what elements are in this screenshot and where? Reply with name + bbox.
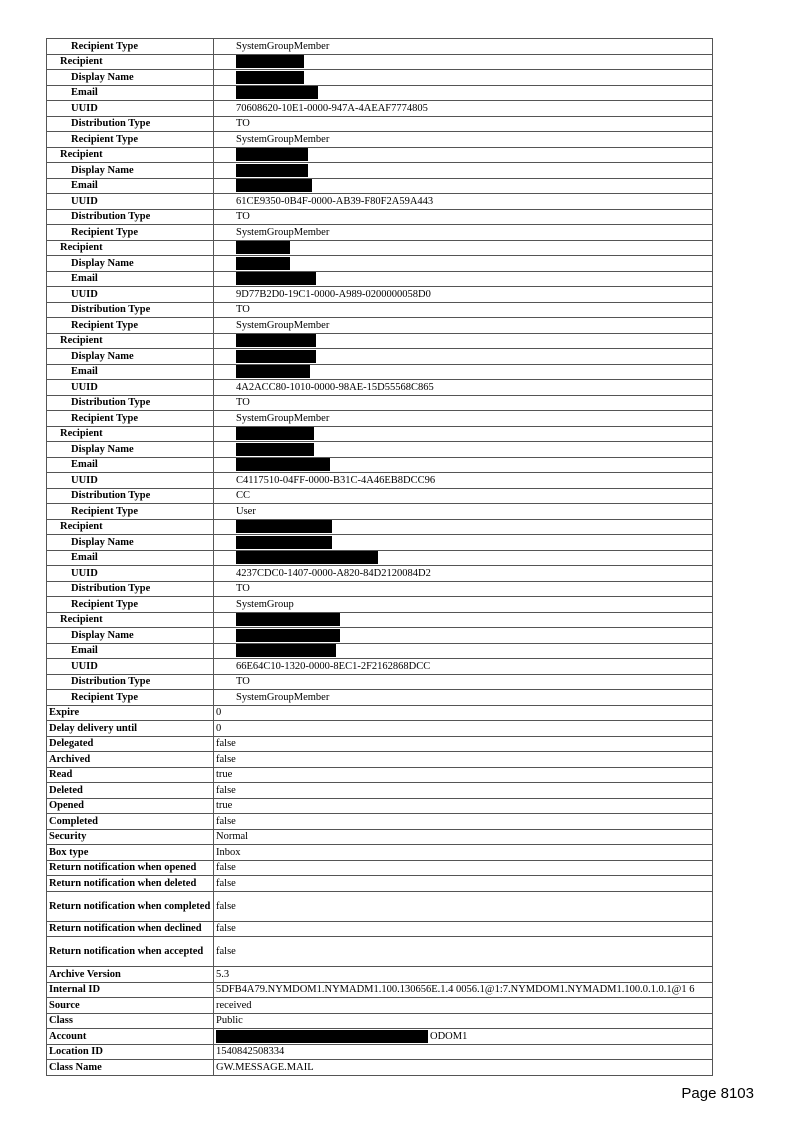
field-label: Class Name (47, 1060, 214, 1076)
field-value: false (216, 753, 236, 765)
field-value-cell (214, 442, 713, 458)
field-label: Recipient Type (47, 225, 214, 241)
field-label: Distribution Type (47, 581, 214, 597)
field-label: Source (47, 998, 214, 1014)
field-value-cell (214, 1044, 713, 1060)
table-row (47, 442, 713, 458)
table-row (47, 876, 713, 892)
field-value-cell (214, 860, 713, 876)
table-row (47, 380, 713, 396)
field-value: 4A2ACC80-1010-0000-98AE-15D55568C865 (236, 381, 434, 393)
table-row (47, 982, 713, 998)
field-label: Recipient Type (47, 690, 214, 706)
table-row (47, 302, 713, 318)
field-value: 1540842508334 (216, 1046, 285, 1058)
field-value: ODOM1 (430, 1030, 468, 1042)
table-row (47, 736, 713, 752)
field-value-cell (214, 1060, 713, 1076)
table-row (47, 473, 713, 489)
field-label: Deleted (47, 783, 214, 799)
field-value-cell (214, 163, 713, 179)
field-value-cell (214, 752, 713, 768)
field-value-cell (214, 519, 713, 535)
field-value: 5DFB4A79.NYMDOM1.NYMADM1.100.130656E.1.4 0056.1@1:7.NYMDOM1.NYMADM1.100.0.1.0.1@1 6 (216, 984, 695, 996)
table-row (47, 426, 713, 442)
field-label: Archived (47, 752, 214, 768)
table-row (47, 628, 713, 644)
field-value-cell (214, 876, 713, 892)
field-value-cell (214, 85, 713, 101)
table-row (47, 364, 713, 380)
field-value: false (216, 900, 236, 912)
field-label: Class (47, 1013, 214, 1029)
field-value-cell (214, 54, 713, 70)
table-row (47, 783, 713, 799)
table-row (47, 891, 713, 921)
table-row (47, 674, 713, 690)
field-value: false (216, 738, 236, 750)
table-row (47, 519, 713, 535)
table-row (47, 550, 713, 566)
table-row (47, 85, 713, 101)
field-value-cell (214, 982, 713, 998)
field-value-cell (214, 380, 713, 396)
field-value-cell (214, 132, 713, 148)
table-row (47, 937, 713, 967)
table-row (47, 225, 713, 241)
field-label: Archive Version (47, 967, 214, 983)
table-row (47, 612, 713, 628)
field-value-cell (214, 318, 713, 334)
field-value: TO (236, 676, 250, 688)
field-label: Distribution Type (47, 488, 214, 504)
table-row (47, 1029, 713, 1045)
field-value-cell (214, 178, 713, 194)
field-value: SystemGroup (236, 598, 294, 610)
field-label: Display Name (47, 349, 214, 365)
field-value-cell (214, 814, 713, 830)
field-value: false (216, 946, 236, 957)
field-label: Return notification when declined (47, 921, 214, 937)
field-value: false (216, 923, 236, 935)
redaction-bar (236, 536, 332, 549)
table-row (47, 70, 713, 86)
field-label: Security (47, 829, 214, 845)
field-value-cell (214, 147, 713, 163)
table-row (47, 163, 713, 179)
field-label: Internal ID (47, 982, 214, 998)
table-row (47, 178, 713, 194)
field-value-cell (214, 721, 713, 737)
field-label: UUID (47, 659, 214, 675)
field-value-cell (214, 767, 713, 783)
field-label: Distribution Type (47, 395, 214, 411)
redaction-bar (236, 55, 304, 68)
field-value-cell (214, 1013, 713, 1029)
field-label: Read (47, 767, 214, 783)
table-row (47, 287, 713, 303)
field-value: SystemGroupMember (236, 40, 330, 52)
field-label: Box type (47, 845, 214, 861)
field-value: Public (216, 1015, 243, 1027)
field-value-cell (214, 783, 713, 799)
field-label: Recipient Type (47, 597, 214, 613)
field-value: SystemGroupMember (236, 412, 330, 424)
field-value-cell (214, 659, 713, 675)
field-value-cell (214, 535, 713, 551)
field-value: false (216, 784, 236, 796)
field-label: Distribution Type (47, 302, 214, 318)
field-value-cell (214, 674, 713, 690)
field-value: TO (236, 397, 250, 409)
field-value: 9D77B2D0-19C1-0000-A989-0200000058D0 (236, 288, 431, 300)
field-value-cell (214, 504, 713, 520)
field-value-cell (214, 225, 713, 241)
field-value: SystemGroupMember (236, 226, 330, 238)
field-value-cell (214, 39, 713, 55)
table-row (47, 581, 713, 597)
field-value: 66E64C10-1320-0000-8EC1-2F2162868DCC (236, 660, 431, 672)
field-label: Recipient (47, 333, 214, 349)
field-value-cell (214, 70, 713, 86)
field-value-cell (214, 597, 713, 613)
field-value: Normal (216, 831, 249, 843)
redaction-bar (236, 272, 316, 285)
field-value-cell (214, 550, 713, 566)
field-value-cell (214, 209, 713, 225)
table-row (47, 845, 713, 861)
table-row (47, 39, 713, 55)
table-row (47, 1044, 713, 1060)
field-label: Email (47, 364, 214, 380)
field-label: Distribution Type (47, 674, 214, 690)
field-value: TO (236, 304, 250, 316)
field-label: Distribution Type (47, 116, 214, 132)
field-label: Delay delivery until (47, 721, 214, 737)
field-label: Delegated (47, 736, 214, 752)
table-row (47, 132, 713, 148)
table-row (47, 643, 713, 659)
redaction-bar (236, 86, 318, 99)
field-value: TO (236, 583, 250, 595)
field-label: Recipient (47, 54, 214, 70)
table-row (47, 814, 713, 830)
redaction-bar (236, 71, 304, 84)
table-row (47, 209, 713, 225)
field-value-cell (214, 473, 713, 489)
field-value-cell (214, 921, 713, 937)
field-label: Recipient (47, 519, 214, 535)
field-value: true (216, 800, 233, 812)
field-label: Display Name (47, 535, 214, 551)
table-row (47, 116, 713, 132)
redaction-bar (236, 257, 290, 270)
page-number: Page 8103 (681, 1085, 754, 1102)
field-label: Return notification when accepted (47, 937, 214, 967)
field-value-cell (214, 271, 713, 287)
redaction-bar (236, 458, 330, 471)
field-label: Display Name (47, 70, 214, 86)
table-row (47, 767, 713, 783)
redaction-bar (236, 613, 340, 626)
redaction-bar (236, 551, 378, 564)
field-label: Recipient Type (47, 39, 214, 55)
field-label: Email (47, 178, 214, 194)
field-label: Expire (47, 705, 214, 721)
field-label: Distribution Type (47, 209, 214, 225)
field-value-cell (214, 845, 713, 861)
redaction-bar (236, 644, 336, 657)
message-properties-table (46, 38, 713, 1076)
field-label: UUID (47, 194, 214, 210)
table-row (47, 967, 713, 983)
field-label: Display Name (47, 442, 214, 458)
field-label: Email (47, 85, 214, 101)
table-row (47, 860, 713, 876)
field-value: User (236, 505, 256, 517)
field-label: Recipient Type (47, 411, 214, 427)
field-value-cell (214, 364, 713, 380)
field-label: Return notification when opened (47, 860, 214, 876)
field-value: GW.MESSAGE.MAIL (216, 1061, 314, 1073)
field-value: SystemGroupMember (236, 133, 330, 145)
field-label: Email (47, 457, 214, 473)
field-label: Recipient Type (47, 132, 214, 148)
table-row (47, 54, 713, 70)
field-value: TO (236, 211, 250, 223)
field-value-cell (214, 240, 713, 256)
field-value: Inbox (216, 846, 241, 858)
field-label: UUID (47, 473, 214, 489)
field-value-cell (214, 566, 713, 582)
field-value: 4237CDC0-1407-0000-A820-84D2120084D2 (236, 567, 431, 579)
field-value-cell (214, 829, 713, 845)
field-value: 70608620-10E1-0000-947A-4AEAF7774805 (236, 102, 428, 114)
field-value-cell (214, 628, 713, 644)
table-row (47, 333, 713, 349)
table-row (47, 101, 713, 117)
field-value: true (216, 769, 233, 781)
field-label: Display Name (47, 163, 214, 179)
table-row (47, 798, 713, 814)
table-row (47, 240, 713, 256)
redaction-bar (236, 334, 316, 347)
field-value: TO (236, 118, 250, 130)
table-row (47, 998, 713, 1014)
field-value-cell (214, 967, 713, 983)
table-row (47, 457, 713, 473)
redaction-bar (236, 148, 308, 161)
field-value: false (216, 877, 236, 889)
redaction-bar (236, 241, 290, 254)
table-row (47, 1013, 713, 1029)
table-row (47, 504, 713, 520)
field-value-cell (214, 287, 713, 303)
field-value: SystemGroupMember (236, 319, 330, 331)
field-value: 0 (216, 722, 222, 734)
field-value: received (216, 999, 252, 1011)
field-value-cell (214, 457, 713, 473)
field-label: Recipient (47, 612, 214, 628)
field-value-cell (214, 891, 713, 921)
field-value: 61CE9350-0B4F-0000-AB39-F80F2A59A443 (236, 195, 434, 207)
field-value: 0 (216, 707, 222, 719)
field-label: Account (47, 1029, 214, 1045)
table-row (47, 488, 713, 504)
table-row (47, 597, 713, 613)
redaction-bar (236, 443, 314, 456)
field-label: Recipient (47, 426, 214, 442)
field-label: Display Name (47, 256, 214, 272)
field-value-cell (214, 333, 713, 349)
field-value: false (216, 862, 236, 874)
field-value-cell (214, 736, 713, 752)
field-label: Display Name (47, 628, 214, 644)
field-label: UUID (47, 566, 214, 582)
field-label: UUID (47, 380, 214, 396)
field-value-cell (214, 690, 713, 706)
table-row (47, 659, 713, 675)
field-value-cell (214, 426, 713, 442)
field-value: 5.3 (216, 968, 230, 980)
table-row (47, 535, 713, 551)
field-value-cell (214, 937, 713, 967)
table-row (47, 721, 713, 737)
table-row (47, 147, 713, 163)
field-value: CC (236, 490, 251, 502)
field-label: Opened (47, 798, 214, 814)
field-label: UUID (47, 101, 214, 117)
field-label: Return notification when completed (47, 891, 214, 921)
field-value-cell (214, 302, 713, 318)
table-row (47, 411, 713, 427)
field-value-cell (214, 101, 713, 117)
field-value-cell (214, 798, 713, 814)
redaction-bar (236, 365, 310, 378)
field-label: UUID (47, 287, 214, 303)
field-value: C4117510-04FF-0000-B31C-4A46EB8DCC96 (236, 474, 436, 486)
field-label: Location ID (47, 1044, 214, 1060)
field-label: Email (47, 643, 214, 659)
field-value-cell (214, 256, 713, 272)
table-row (47, 271, 713, 287)
table-row (47, 566, 713, 582)
field-value-cell (214, 1029, 713, 1045)
field-value-cell (214, 395, 713, 411)
field-value-cell (214, 488, 713, 504)
table-row (47, 318, 713, 334)
table-row (47, 829, 713, 845)
field-label: Recipient (47, 240, 214, 256)
field-label: Recipient Type (47, 504, 214, 520)
redaction-bar (236, 629, 340, 642)
field-label: Email (47, 550, 214, 566)
table-row (47, 194, 713, 210)
table-row (47, 256, 713, 272)
field-label: Recipient (47, 147, 214, 163)
field-value: SystemGroupMember (236, 691, 330, 703)
table-row (47, 921, 713, 937)
field-label: Completed (47, 814, 214, 830)
field-label: Email (47, 271, 214, 287)
field-value-cell (214, 411, 713, 427)
table-row (47, 395, 713, 411)
field-value: false (216, 815, 236, 827)
table-row (47, 752, 713, 768)
table-row (47, 349, 713, 365)
field-value-cell (214, 643, 713, 659)
field-value-cell (214, 705, 713, 721)
field-value-cell (214, 349, 713, 365)
field-value-cell (214, 612, 713, 628)
table-row (47, 1060, 713, 1076)
redaction-bar (236, 427, 314, 440)
field-value-cell (214, 581, 713, 597)
field-value-cell (214, 998, 713, 1014)
redaction-bar (236, 520, 332, 533)
field-label: Return notification when deleted (47, 876, 214, 892)
table-row (47, 705, 713, 721)
field-value-cell (214, 194, 713, 210)
table-row (47, 690, 713, 706)
redaction-bar (236, 179, 312, 192)
redaction-bar (216, 1030, 428, 1043)
redaction-bar (236, 350, 316, 363)
redaction-bar (236, 164, 308, 177)
field-value-cell (214, 116, 713, 132)
field-label: Recipient Type (47, 318, 214, 334)
